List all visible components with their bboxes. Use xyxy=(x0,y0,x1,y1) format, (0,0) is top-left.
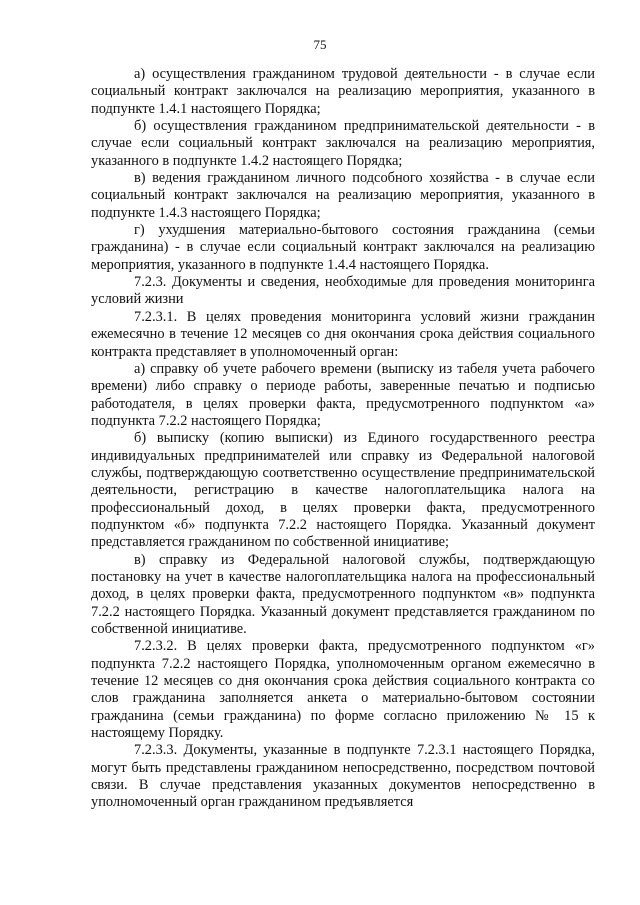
paragraph-subitem-v-household: в) ведения гражданином личного подсобного хозяйства - в случае если социальный контракт заключался на реализацию мероприятия, указанного в подпункте 1.4.3 настоящего Порядка; xyxy=(91,170,595,221)
paragraph-7-2-3-2: 7.2.3.2. В целях проверки факта, предусмотренного подпунктом «г» подпункта 7.2.2 настоящего Порядка, уполномоченным органом ежемесячно в течение 12 месяцев со дня окончания срока действия социального контракта со слов гражданина заполняется анкета о материально-бытовом состоянии гражданина (семьи гражданина) по форме согласно приложению № 15 к настоящему Порядку. xyxy=(91,638,595,742)
section-heading-7-2-3: 7.2.3. Документы и сведения, необходимые для проведения мониторинга условий жизни xyxy=(91,274,595,308)
paragraph-7-2-3-3: 7.2.3.3. Документы, указанные в подпункте 7.2.3.1 настоящего Порядка, могут быть представлены гражданином непосредственно, посредством почтовой связи. В случае представления указанных документов непосредственно в уполномоченный орган гражданином предъявляется xyxy=(91,742,595,811)
paragraph-subitem-a-labor: а) осуществления гражданином трудовой деятельности - в случае если социальный контракт заключался на реализацию мероприятия, указанного в подпункте 1.4.1 настоящего Порядка; xyxy=(91,66,595,117)
paragraph-subitem-b-entrepreneurship: б) осуществления гражданином предпринимательской деятельности - в случае если социальный контракт заключался на реализацию мероприятия, указанного в подпункте 1.4.2 настоящего Порядка; xyxy=(91,118,595,169)
paragraph-7-2-3-1-a: а) справку об учете рабочего времени (выписку из табеля учета рабочего времени) либо справку о периоде работы, заверенные печатью и подписью работодателя, в целях проверки факта, предусмотренного подпунктом «а» подпункта 7.2.2 настоящего Порядка; xyxy=(91,360,595,429)
paragraph-7-2-3-1: 7.2.3.1. В целях проведения мониторинга условий жизни гражданин ежемесячно в течение 12 месяцев со дня окончания срока действия социального контракта представляет в уполномоченный орган: xyxy=(91,308,595,360)
paragraph-7-2-3-1-v: в) справку из Федеральной налоговой службы, подтверждающую постановку на учет в качестве налогоплательщика налога на профессиональный доход, в целях проверки факта, предусмотренного подпунктом «в» подпункта 7.2.2 настоящего Порядка. Указанный документ представляется гражданином по собственной инициативе. xyxy=(91,551,595,637)
paragraph-subitem-g-living-conditions: г) ухудшения материально-бытового состояния гражданина (семьи гражданина) - в случае если социальный контракт заключался на реализацию мероприятия, указанного в подпункте 1.4.4 настоящего Порядка. xyxy=(91,222,595,273)
page-number: 75 xyxy=(313,37,327,52)
paragraph-7-2-3-1-b: б) выписку (копию выписки) из Единого государственного реестра индивидуальных предпринимателей или справку из Федеральной налоговой службы, подтверждающую соответственно осуществление предпринимательской деятельности, регистрацию в качестве налогоплательщика налога на профессиональный доход, в целях проверки факта, предусмотренного подпунктом «б» подпункта 7.2.2 настоящего Порядка. Указанный документ представляется гражданином по собственной инициативе; xyxy=(91,430,595,551)
document-body xyxy=(91,66,595,812)
